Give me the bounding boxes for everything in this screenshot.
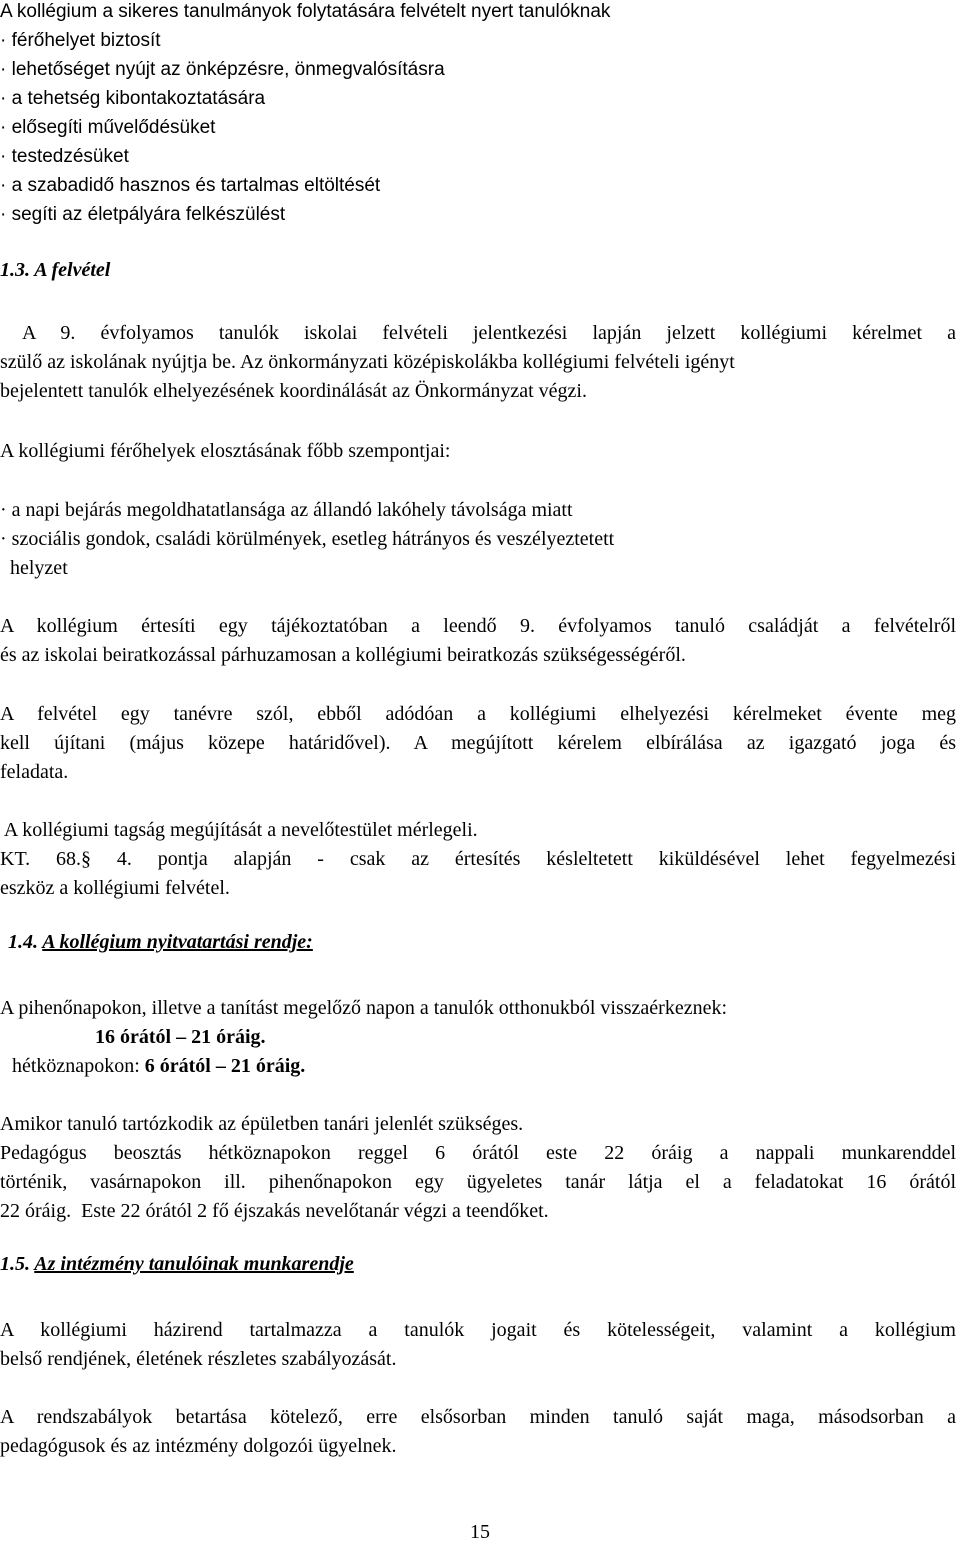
paragraph-line: bejelentett tanulók elhelyezésének koordinálását az Önkormányzat végzi. <box>0 380 587 402</box>
section-title: Az intézmény tanulóinak munkarendje <box>34 1253 354 1275</box>
paragraph-line: A 9. évfolyamos tanulók iskolai felvételi jelentkezési lapján jelzett kollégiumi kérelmet a <box>22 322 956 344</box>
paragraph-line: pedagógusok és az intézmény dolgozói ügyelnek. <box>0 1435 397 1457</box>
paragraph-line: Az önkormányzati középiskolákba kollégiumi felvételi igényt <box>239 351 735 373</box>
intro-line: A kollégium a sikeres tanulmányok folytatására felvételt nyert tanulóknak <box>0 1 611 22</box>
intro-bullet: · elősegíti művelődésüket <box>0 117 216 138</box>
paragraph-line: Amikor tanuló tartózkodik az épületben tanári jelenlét szükséges. <box>0 1113 524 1135</box>
intro-bullet: · a tehetség kibontakoztatására <box>0 88 266 109</box>
intro-bullet: · testedzésüket <box>0 146 129 167</box>
paragraph-line: A kollégiumi tagság megújítását a nevelőtestület mérlegeli. <box>0 819 478 841</box>
paragraph-line: feladata. <box>0 761 69 783</box>
rest-day-hours: 16 órától – 21 óráig. <box>95 1026 266 1048</box>
intro-bullet: · lehetőséget nyújt az önképzésre, önmegvalósításra <box>0 59 445 80</box>
paragraph-line: 22 óráig. Este 22 órától 2 fő éjszakás nevelőtanár végzi a teendőket. <box>0 1200 549 1222</box>
intro-bullet: · segíti az életpályára felkészülést <box>0 204 286 225</box>
paragraph-line: szülő az iskolának nyújtja be. Az önkormányzati középiskolákba kollégiumi felvételi igényt <box>0 351 735 373</box>
paragraph-line: A kollégium értesíti egy tájékoztatóban a leendő 9. évfolyamos tanuló családját a felvételről <box>0 615 956 637</box>
paragraph-line: A kollégiumi házirend tartalmazza a tanulók jogait és kötelességeit, valamint a kollégium <box>0 1319 956 1341</box>
intro-bullet: · férőhelyet biztosít <box>0 30 161 51</box>
criteria-item: helyzet <box>0 557 68 579</box>
section-title: A kollégium nyitvatartási rendje: <box>42 931 313 953</box>
paragraph-line: A felvétel egy tanévre szól, ebből adódóan a kollégiumi elhelyezési kérelmeket évente meg <box>0 703 956 725</box>
page-number: 15 <box>470 1521 490 1543</box>
criteria-intro: A kollégiumi férőhelyek elosztásának főbb szempontjai: <box>0 440 451 462</box>
weekday-hours: hétköznapokon: 6 órától – 21 óráig. <box>12 1055 306 1077</box>
criteria-item: · szociális gondok, családi körülmények, esetleg hátrányos és veszélyeztetett <box>0 528 615 550</box>
paragraph-line: történik, vasárnapokon ill. pihenőnapokon egy ügyeletes tanár látja el a feladatokat 16 órától <box>0 1171 956 1193</box>
paragraph-line: kell újítani (május közepe határidővel). A megújított kérelem elbírálása az igazgató joga és <box>0 732 956 754</box>
intro-bullet: · a szabadidő hasznos és tartalmas eltöltését <box>0 175 381 196</box>
section-heading-1-5: 1.5. Az intézmény tanulóinak munkarendje <box>0 1253 354 1275</box>
paragraph-line: A pihenőnapokon, illetve a tanítást megelőző napon a tanulók otthonukból visszaérkeznek: <box>0 997 728 1019</box>
paragraph-line: A rendszabályok betartása kötelező, erre elsősorban minden tanuló saját maga, másodsorban a <box>0 1406 956 1428</box>
paragraph-line: belső rendjének, életének részletes szabályozását. <box>0 1348 397 1370</box>
paragraph-line: és az iskolai beiratkozással párhuzamosan a kollégiumi beiratkozás szükségességéről. <box>0 644 686 666</box>
section-heading-1-4: 1.4. A kollégium nyitvatartási rendje: <box>8 931 313 953</box>
paragraph-line: eszköz a kollégiumi felvétel. <box>0 877 230 899</box>
paragraph-line: Pedagógus beosztás hétköznapokon reggel 6 órától este 22 óráig a nappali munkarenddel <box>0 1142 956 1164</box>
section-heading-1-3: 1.3. A felvétel <box>0 259 111 281</box>
criteria-item: · a napi bejárás megoldhatatlansága az állandó lakóhely távolsága miatt <box>0 499 573 521</box>
paragraph-line: KT. 68.§ 4. pontja alapján - csak az értesítés késleltetett kiküldésével lehet fegyelmezési <box>0 848 956 870</box>
